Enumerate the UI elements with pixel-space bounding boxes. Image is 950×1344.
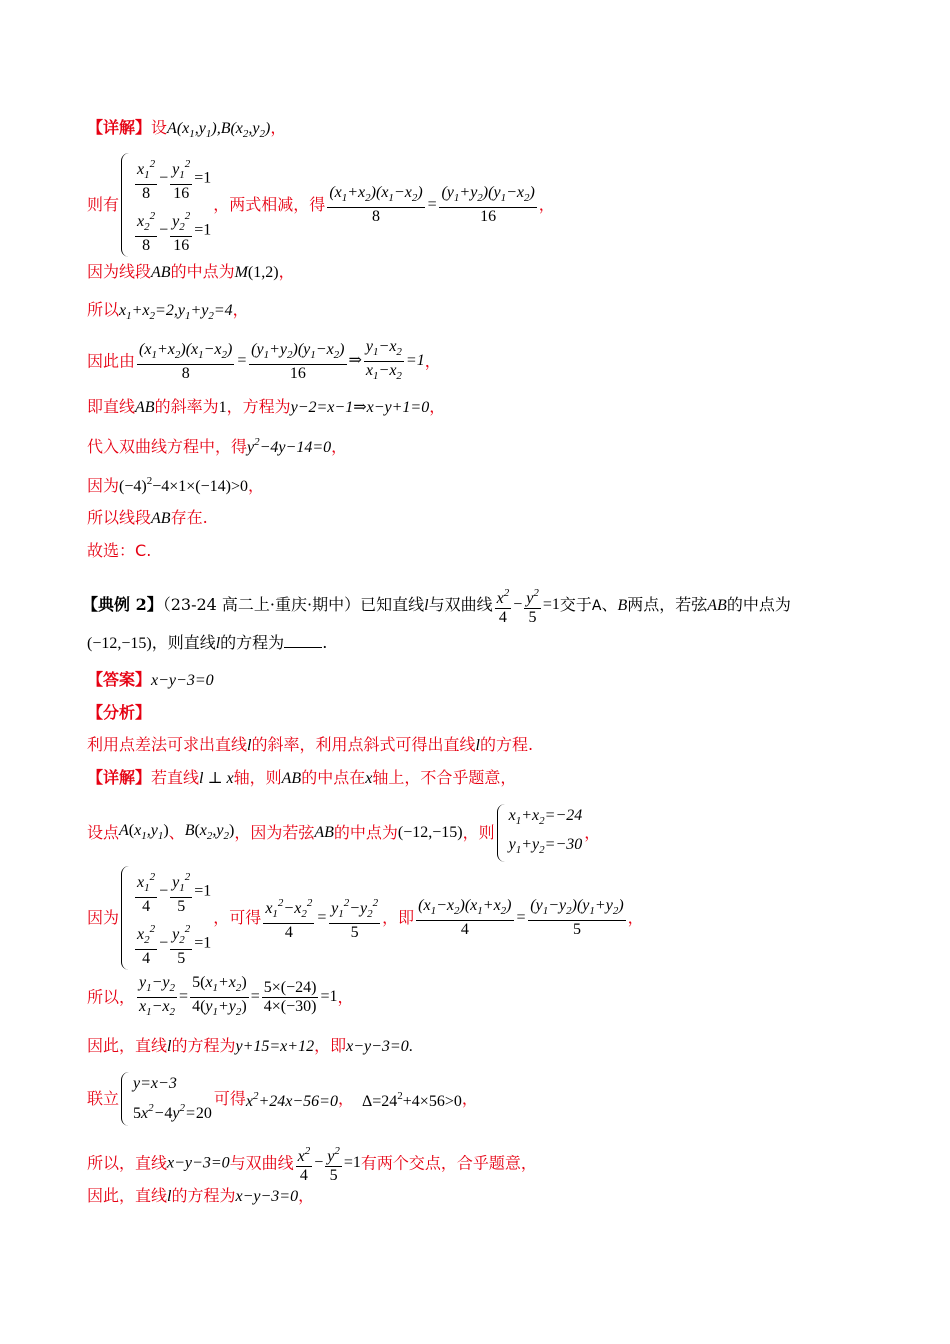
quad-eq: $y^2-4y-14=0$ [247, 436, 332, 456]
sum-line: 所以$x_1+x_2=2,y_1+y_2=4$， [87, 300, 249, 322]
choose-line: 故选：C. [87, 541, 152, 560]
d7-hyperbola: $\frac{x^2}{4}$ − $\frac{y^2}{5}$ =1 [294, 1154, 361, 1171]
answer-line [87, 670, 214, 691]
example2-midpoint: (−12,−15) [87, 635, 152, 652]
detail2-line1: 【详解】若直线l ⊥ x轴，则AB的中点在x轴上，不合乎题意， [87, 768, 517, 787]
system-line: 则有 $\frac{x_1^2}{8}$ − $\frac{y_1^2}{16}$ =1 $\frac{x_2^2}{8}$ − $\frac{y_2^2}{16}$ =1 ，两式相减，得 $\frac{(x_1+x_2)(x_1-x_2)}{8}$ = $\frac{(y_1+y_2)(y_1-x_2)}{16}$ ， [87, 153, 555, 257]
therefore-math: $\frac{(x_1+x_2)(x_1-x_2)}{8}$ = $\frac{(y_1+y_2)(y_1-x_2)}{16}$ ⇒ $\frac{y_1-x_2}{x_1-x_2}$ =1 [139, 338, 425, 382]
because-line: 因为$(-4)^2-4\times 1\times(-14)>0$， [87, 475, 264, 495]
d3-eq1: $\frac{x_1^2-x_2^2}{4}$ = $\frac{y_1^2-y_2^2}{5}$ [261, 909, 382, 926]
midpoint-math: M(1,2) [234, 264, 279, 281]
disc-ineq: $(-4)^2-4\times 1\times(-14)>0$ [119, 475, 248, 495]
detail-intro-line: 【详解】设$A(x_1,y_1),B(x_2,y_2)$， [87, 118, 287, 140]
choice: C. [135, 541, 152, 560]
sys6-eq-1: y=x−3 [133, 1075, 177, 1092]
midpoint-system [497, 804, 583, 862]
line-eq: y−2=x−1⇒x−y+1=0 [290, 399, 430, 416]
example2-label: 【典例 2】 [82, 595, 163, 614]
detail2-line2: 设点$A(x_1,y_1)$、$B(x_2,y_2)$，因为若弦AB的中点为(−12,−15)，则 $x_1+x_2=-24$ $y_1+y_2=-30$ ， [87, 804, 600, 862]
detail2-line6: 联立 y=x−3 $5x^2-4y^2=20$ 可得$x^2+24x-56=0$， $\Delta=24^2+4\times 56>0$， [87, 1072, 478, 1126]
example2-source: （23-24 高二上·重庆·期中） [162, 595, 361, 614]
answer-blank [284, 633, 322, 648]
sys2-eq-1: $x_1+x_2=-24$ [508, 807, 583, 827]
d5-eq2: x−y−3=0 [346, 1038, 409, 1055]
detail2-line5: 因此，直线l的方程为y+15=x+12，即x−y−3=0. [87, 1036, 413, 1055]
d5-eq1: y+15=x+12 [235, 1038, 315, 1055]
sys6-eq-2: $5x^2-4y^2=20$ [133, 1102, 212, 1122]
system-eq-1: $\frac{x_1^2}{8}$ − $\frac{y_1^2}{16}$ =1 [133, 153, 211, 205]
sum-math: $x_1+x_2=2,y_1+y_2=4$ [119, 302, 233, 322]
sys2-eq-2: $y_1+y_2=-30$ [508, 836, 583, 856]
d3-eq2: $\frac{(x_1-x_2)(x_1+x_2)}{4}$ = $\frac{(y_1-y_2)(y_1+y_2)}{5}$ [418, 897, 624, 938]
joint-system [121, 1072, 212, 1126]
d6-eq2: $\Delta=24^2+4\times 56>0$ [361, 1090, 462, 1110]
final-answer: x−y−3=0 [235, 1188, 299, 1205]
answer-value: x−y−3=0 [151, 672, 214, 689]
detail2-line7: 所以，直线x−y−3=0与双曲线 $\frac{x^2}{4}$ − $\frac{y^2}{5}$ =1有两个交点，合乎题意， [87, 1142, 537, 1185]
d2-points: $A(x_1,y_1)$ [119, 821, 169, 842]
sys3-eq-1: $\frac{x_1^2}{4}$ − $\frac{y_1^2}{5}$ =1 [133, 866, 211, 918]
detail2-line8: 因此，直线l的方程为x−y−3=0， [87, 1186, 315, 1205]
hyperbola-system-2 [121, 866, 211, 970]
substitute-line: 代入双曲线方程中，得$y^2-4y-14=0$， [87, 436, 348, 456]
slope-line: 即直线AB的斜率为1，方程为y−2=x−1⇒x−y+1=0， [87, 397, 446, 416]
d6-eq1: $x^2+24x-56=0$ [245, 1090, 338, 1110]
example2-question-line1: 【典例 2】（23-24 高二上·重庆·期中）已知直线l与双曲线 $\frac{x^2}{4}$ − $\frac{y^2}{5}$ =1交于A、B两点，若弦AB的中点为 [82, 584, 791, 627]
sys3-eq-2: $\frac{x_2^2}{4}$ − $\frac{y_2^2}{5}$ =1 [133, 918, 211, 970]
detail-lead: 设 [151, 118, 168, 137]
hyperbola-system [121, 153, 211, 257]
analysis-label-line [87, 703, 151, 723]
detail2-line3: 因为 $\frac{x_1^2}{4}$ − $\frac{y_1^2}{5}$ =1 $\frac{x_2^2}{4}$ − $\frac{y_2^2}{5}$ =1 ，可得 $\frac{x_1^2-x_2^2}{4}$ = $\frac{y_1^2-y_2^2}{5}$ ，即 $\frac{(x_1-x_2)(x_1+x_2)}{4}$ = $\frac{(y_1-y_2)(y_1+y_2)}{5}$ ， [87, 866, 644, 970]
perp-math: l ⊥ x [199, 770, 234, 787]
exists-line: 所以线段AB存在. [87, 508, 208, 527]
d4-eq: $\frac{y_1-y_2}{x_1-x_2}$ = $\frac{5(x_1+x_2)}{4(y_1+y_2)}$ = $\frac{5\times(-24)}{4\times(-30)}$ =1 [139, 974, 338, 1018]
detail2-label: 【详解】 [87, 768, 152, 787]
therefore-line: 因此由 $\frac{(x_1+x_2)(x_1-x_2)}{8}$ = $\frac{(y_1+y_2)(y_1-x_2)}{16}$ ⇒ $\frac{y_1-x_2}{x_1-x_2}$ =1， [87, 338, 441, 382]
points-math: $A(x_1,y_1),B(x_2,y_2)$ [167, 120, 271, 140]
system-eq-2: $\frac{x_2^2}{8}$ − $\frac{y_2^2}{16}$ =1 [133, 205, 211, 257]
detail2-line4: 所以， $\frac{y_1-y_2}{x_1-x_2}$ = $\frac{5(x_1+x_2)}{4(y_1+y_2)}$ = $\frac{5\times(-24)}{4\times(-30)}$ =1， [87, 974, 354, 1018]
example2-question-line2: (−12,−15)，则直线l的方程为 . [87, 633, 328, 652]
subtract-result: $\frac{(x_1+x_2)(x_1-x_2)}{8}$ = $\frac{(y_1+y_2)(y_1-x_2)}{16}$ [329, 184, 535, 225]
answer-label: 【答案】 [87, 670, 152, 689]
hyperbola-eq: $\frac{x^2}{4}$ − $\frac{y^2}{5}$ =1 [493, 596, 560, 613]
subtract-text: ，两式相减，得 [213, 195, 326, 214]
analysis-line: 利用点差法可求出直线l的斜率，利用点斜式可得出直线l的方程. [87, 735, 534, 754]
midpoint-line: 因为线段AB的中点为M(1,2)， [87, 262, 295, 281]
then-have-text: 则有 [87, 195, 120, 214]
analysis-label: 【分析】 [87, 703, 152, 722]
detail-header: 【详解】 [87, 118, 152, 137]
